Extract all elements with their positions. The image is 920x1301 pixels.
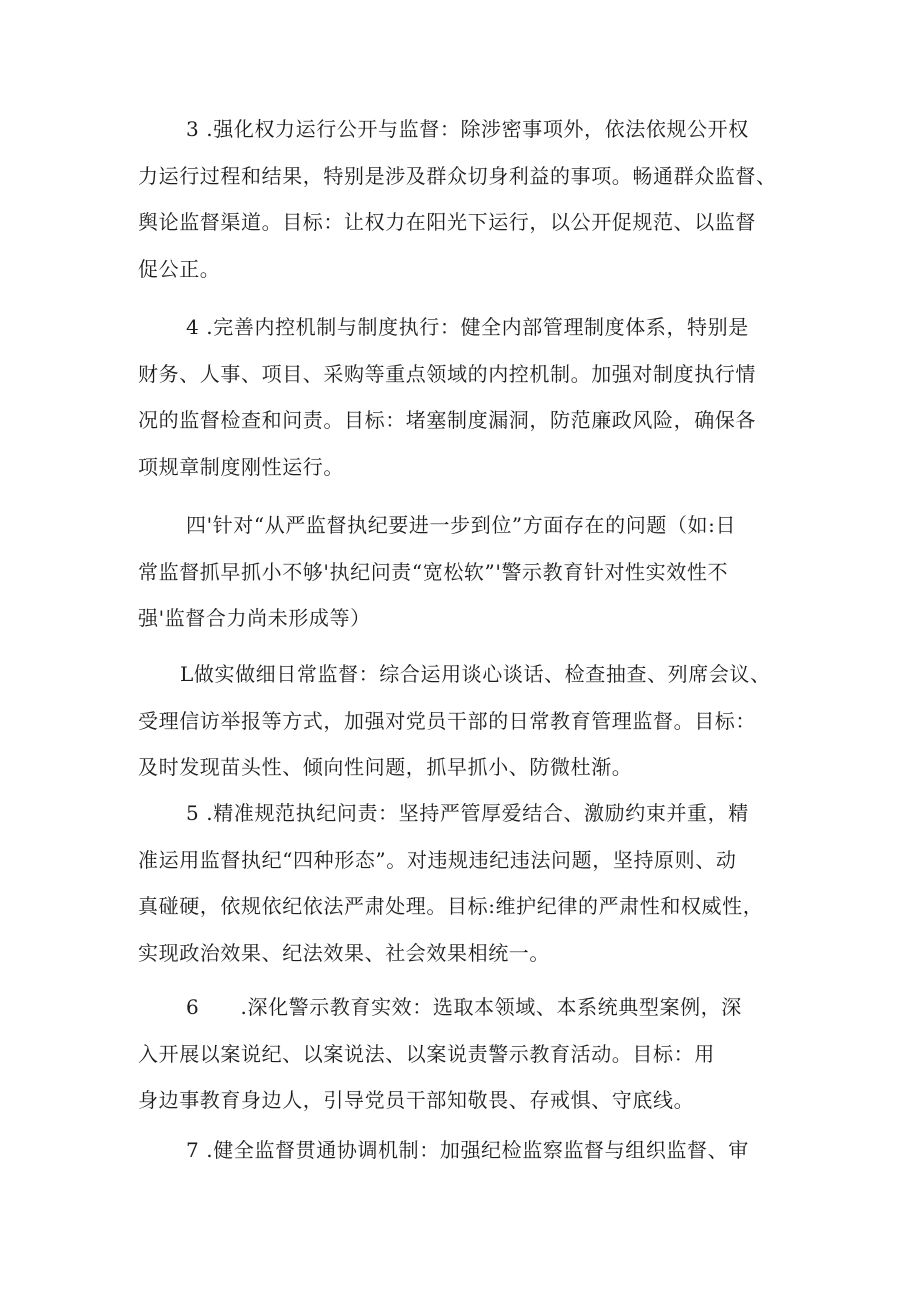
paragraph-item-7 xyxy=(138,1127,798,1174)
paragraph-line: 力运行过程和结果，特别是涉及群众切身利益的事项。畅通群众监督、 xyxy=(138,163,777,188)
paragraph-line: 3 .强化权力运行公开与监督：除涉密事项外，依法依规公开权 xyxy=(186,117,749,141)
paragraph-line: 真碰硬，依规依纪依法严肃处理。目标:维护纪律的严肃性和权威性， xyxy=(138,894,764,919)
paragraph-line: L做实做细日常监督：综合运用谈心谈话、检查抽查、列席会议、 xyxy=(180,662,771,686)
paragraph-line: 财务、人事、项目、采购等重点领域的内控机制。加强对制度执行情 xyxy=(138,361,756,386)
paragraph-line: 舆论监督渠道。目标：让权力在阳光下运行，以公开促规范、以监督 xyxy=(138,210,756,235)
paragraph-line: 准运用监督执纪“四种形态”。对违规违纪违法问题，坚持原则、动 xyxy=(138,847,737,872)
paragraph-item-5 xyxy=(138,790,798,977)
paragraph-line: 入开展以案说纪、以案说法、以案说责警示教育活动。目标：用 xyxy=(138,1041,715,1066)
heading-line: 强'监督合力尚未形成等） xyxy=(138,606,371,631)
heading-line: 常监督抓早抓小不够'执纪问责“宽松软”'警示教育针对性实效性不 xyxy=(138,559,729,584)
paragraph-item-3 xyxy=(138,106,798,293)
paragraph-line: 实现政治效果、纪法效果、社会效果相统一。 xyxy=(138,941,550,966)
paragraph-line: 4 .完善内控机制与制度执行：健全内部管理制度体系，特别是 xyxy=(186,315,749,339)
paragraph-line: 及时发现苗头性、倾向性问题，抓早抓小、防微杜渐。 xyxy=(138,755,633,780)
paragraph-line: 促公正。 xyxy=(138,257,221,282)
paragraph-line: 7 .健全监督贯通协调机制：加强纪检监察监督与组织监督、审 xyxy=(186,1138,749,1162)
paragraph-item-6 xyxy=(138,984,798,1124)
paragraph-item-1 xyxy=(138,651,798,791)
paragraph-item-4 xyxy=(138,304,798,491)
paragraph-line: 6 .深化警示教育实效：选取本领域、本系统典型案例，深 xyxy=(186,995,742,1019)
paragraph-line: 受理信访举报等方式，加强对党员干部的日常教育管理监督。目标： xyxy=(138,708,756,733)
paragraph-line: 况的监督检查和问责。目标：堵塞制度漏洞，防范廉政风险，确保各 xyxy=(138,408,756,433)
paragraph-line: 身边事教育身边人，引导党员干部知敬畏、存戒惧、守底线。 xyxy=(138,1088,695,1113)
heading-line: 四'针对“从严监督执纪要进一步到位”方面存在的问题（如:日 xyxy=(186,513,737,537)
section-heading-4 xyxy=(138,502,798,642)
paragraph-line: 5 .精准规范执纪问责：坚持严管厚爱结合、激励约束并重，精 xyxy=(186,801,749,825)
paragraph-line: 项规章制度刚性运行。 xyxy=(138,455,344,480)
